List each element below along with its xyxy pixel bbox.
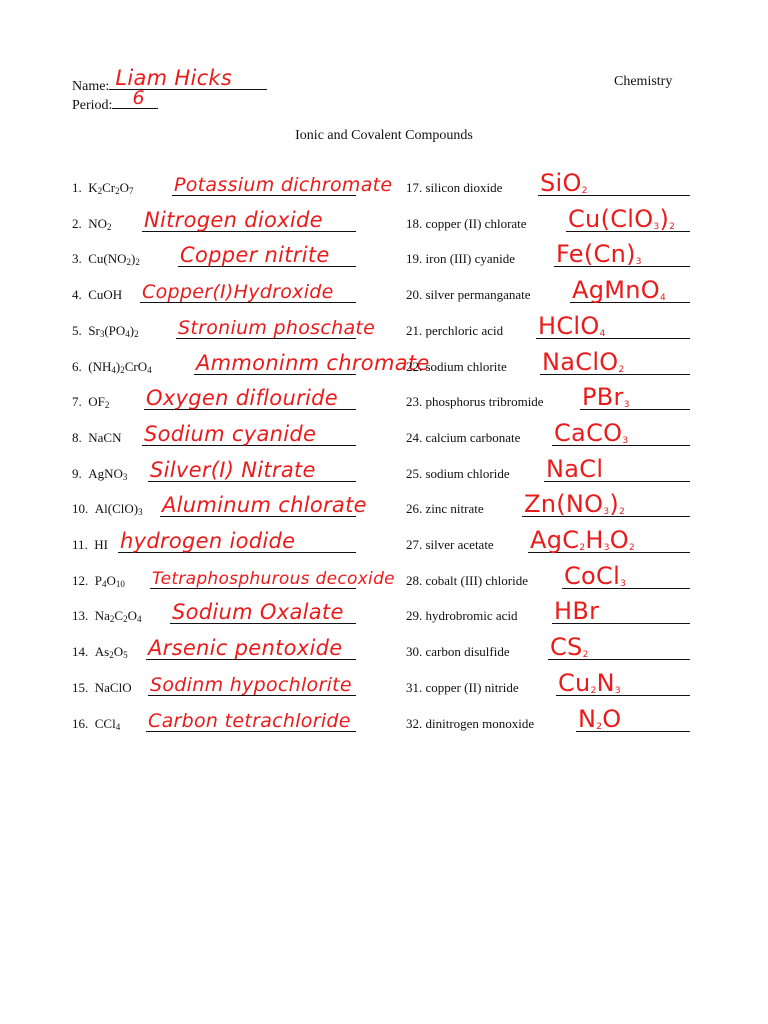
question-row [406, 380, 696, 414]
worksheet-title: Ionic and Covalent Compounds [295, 128, 473, 143]
question-row [406, 452, 696, 486]
handwritten-answer: Oxygen diflouride [146, 386, 338, 411]
handwritten-answer: Aluminum chlorate [162, 493, 367, 518]
handwritten-answer: HClO$_4$ [538, 311, 606, 340]
question-row [406, 702, 696, 736]
question-formula: 11. HI [72, 537, 108, 552]
handwritten-answer: Sodinm hypochlorite [150, 673, 352, 696]
question-formula: 6. $(NH_4)_2CrO_4$ [72, 358, 152, 375]
question-compound-name: 29. hydrobromic acid [406, 608, 518, 624]
handwritten-answer: Sodium Oxalate [172, 600, 344, 625]
question-compound-name: 27. silver acetate [406, 537, 494, 552]
subject-label: Chemistry [614, 74, 673, 89]
handwritten-answer: Nitrogen dioxide [144, 207, 323, 232]
question-row [406, 309, 696, 343]
question-formula: 7. $OF_2$ [72, 394, 110, 411]
question-row [406, 594, 696, 628]
question-row [406, 487, 696, 521]
question-compound-name: 25. sodium chloride [406, 465, 510, 481]
question-row [406, 416, 696, 450]
handwritten-answer: $N_2O$ [578, 704, 622, 733]
question-compound-name: 20. silver permanganate [406, 287, 531, 303]
question-formula: 2. $NO_2$ [72, 215, 112, 232]
handwritten-answer: NaClO$_2$ [542, 347, 625, 376]
handwritten-answer: $Zn(NO_3)_2$ [524, 490, 626, 519]
question-formula: 14. $As_2O_5$ [72, 644, 128, 661]
handwritten-answer: Stronium phoschate [178, 316, 376, 339]
handwritten-answer: $Cu_2N_3$ [558, 668, 621, 697]
handwritten-answer: Arsenic pentoxide [148, 636, 343, 661]
question-row [72, 666, 372, 700]
name-row [72, 66, 267, 95]
handwritten-answer: HBr [554, 597, 600, 626]
question-row [406, 166, 696, 200]
period-number: 6 [132, 87, 145, 109]
handwritten-answer: NaCl [546, 454, 604, 483]
question-row [72, 380, 372, 414]
question-row [72, 594, 372, 628]
question-formula: 10. $Al(ClO)_3$ [72, 501, 143, 518]
question-compound-name: 19. iron (III) cyanide [406, 251, 516, 267]
question-row [72, 345, 430, 379]
question-row [72, 630, 372, 664]
question-row [406, 523, 696, 557]
question-formula: 15. NaClO [72, 679, 132, 695]
handwritten-answer: Ammoninm chromate [196, 350, 430, 375]
handwritten-answer: Copper(I)Hydroxide [142, 281, 334, 304]
handwritten-answer: CoCl$_3$ [564, 561, 627, 590]
question-row [406, 202, 696, 236]
handwritten-answer: Tetraphosphurous decoxide [152, 568, 395, 589]
question-row [406, 666, 696, 700]
question-formula: 5. $Sr_3(PO_4)_2$ [72, 322, 139, 339]
question-compound-name: 21. perchloric acid [406, 322, 504, 338]
question-row [72, 237, 372, 271]
question-row [72, 523, 372, 557]
handwritten-answer: $Fe(Cn)_3$ [556, 240, 642, 269]
question-formula: 4. CuOH [72, 287, 123, 303]
question-formula: 8. NaCN [72, 429, 122, 445]
question-row [72, 273, 372, 307]
question-row [406, 273, 696, 307]
period-blank [112, 87, 158, 109]
question-formula: 12. $P_4O_{10}$ [72, 572, 125, 589]
handwritten-answer: CaCO$_3$ [554, 418, 629, 447]
question-compound-name: 28. cobalt (III) chloride [406, 572, 529, 588]
question-compound-name: 26. zinc nitrate [406, 501, 484, 517]
handwritten-answer: hydrogen iodide [120, 529, 296, 553]
question-row [72, 166, 393, 200]
handwritten-answer: Silver(I) Nitrate [150, 457, 316, 482]
question-formula: 1. $K_2Cr_2O_7$ [72, 180, 134, 196]
question-row [72, 452, 372, 486]
question-compound-name: 22. sodium chlorite [406, 358, 507, 374]
question-formula: 9. AgNO$_3$ [72, 465, 128, 482]
handwritten-answer: $CS_2$ [550, 633, 589, 662]
handwritten-answer: $AgC_2H_3O_2$ [530, 526, 635, 554]
question-compound-name: 17. silicon dioxide [406, 180, 503, 195]
question-formula: 16. CCl$_4$ [72, 715, 121, 732]
handwritten-answer: Potassium dichromate [174, 174, 393, 196]
question-compound-name: 24. calcium carbonate [406, 429, 521, 445]
handwritten-answer: Carbon tetrachloride [148, 709, 351, 732]
handwritten-answer: $Cu(ClO_3)_2$ [568, 204, 676, 233]
handwritten-answer: AgMnO$_4$ [572, 276, 666, 305]
handwritten-answer: PBr$_3$ [582, 383, 630, 412]
question-formula: 3. $Cu(NO_2)_2$ [72, 251, 140, 268]
question-row [72, 202, 372, 236]
question-row [72, 416, 372, 450]
question-compound-name: 18. copper (II) chlorate [406, 215, 527, 231]
question-formula: 13. $Na_2C_2O_4$ [72, 608, 142, 625]
period-row [72, 87, 158, 114]
question-compound-name: 32. dinitrogen monoxide [406, 715, 535, 731]
question-row [406, 237, 696, 271]
question-row [406, 559, 696, 593]
question-row [72, 559, 395, 593]
question-row [72, 487, 372, 521]
period-label: Period: [72, 98, 113, 113]
question-row [72, 702, 372, 736]
name-label: Name: [72, 79, 110, 94]
question-compound-name: 31. copper (II) nitride [406, 679, 519, 695]
handwritten-answer: Sodium cyanide [144, 421, 317, 446]
question-compound-name: 30. carbon disulfide [406, 644, 510, 660]
student-name: Liam Hicks [115, 66, 233, 90]
handwritten-answer: SiO$_2$ [540, 169, 588, 197]
question-row [72, 309, 376, 343]
handwritten-answer: Copper nitrite [180, 243, 330, 268]
question-row [406, 345, 696, 379]
question-compound-name: 23. phosphorus tribromide [406, 394, 544, 410]
question-row [406, 630, 696, 664]
